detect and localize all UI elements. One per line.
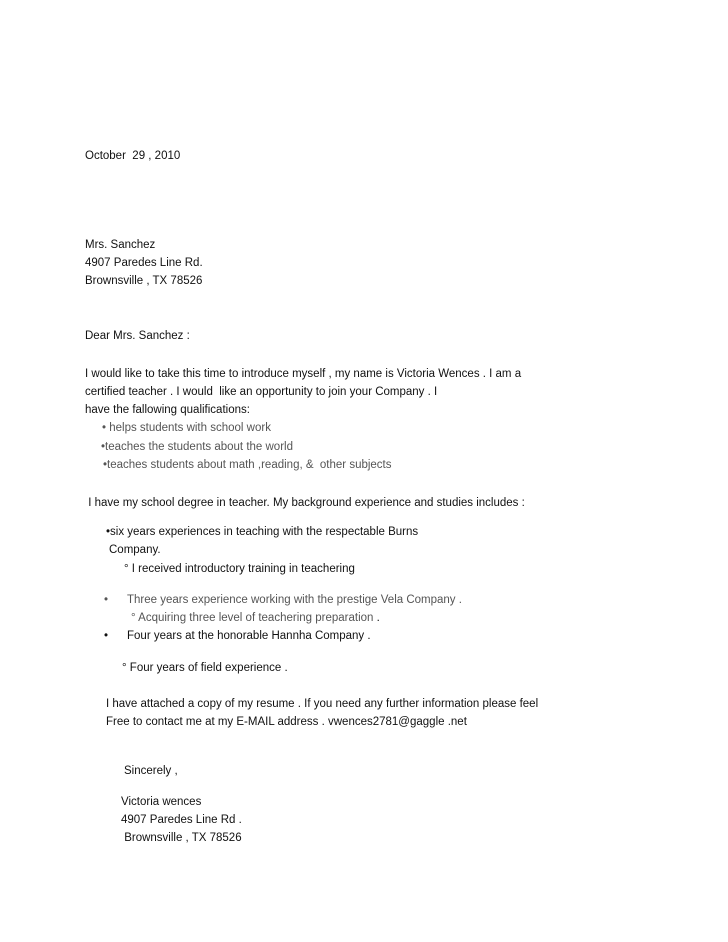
experience-item-1-sub: ° I received introductory training in teachering — [124, 563, 355, 575]
experience-item-2-sub-end: . — [373, 612, 380, 624]
sender-name: Victoria wences — [121, 796, 202, 808]
background-statement: I have my school degree in teacher. My background experience and studies includes : — [85, 497, 525, 509]
qualification-item: •teaches the students about the world — [101, 441, 293, 453]
experience-item-3-bullet: • — [104, 630, 109, 642]
intro-line-1: I would like to take this time to introduce myself , my name is Victoria Wences . I am a — [85, 368, 522, 380]
signoff: Sincerely , — [124, 765, 178, 777]
experience-item-2-sub-text: ° Acquiring three level of teachering preparation — [131, 612, 374, 624]
sender-street: 4907 Paredes Line Rd . — [121, 814, 242, 826]
intro-line-2: certified teacher . I would like an opportunity to join your Company . I — [85, 386, 438, 398]
qualification-item: •teaches students about math ,reading, & other subjects — [103, 459, 392, 471]
salutation: Dear Mrs. Sanchez : — [85, 330, 190, 342]
experience-item-1-line-1: •six years experiences in teaching with the respectable Burns — [106, 526, 419, 538]
experience-item-2-sub — [131, 611, 380, 625]
experience-item-2-bullet: • — [104, 594, 109, 606]
closing-line-1: I have attached a copy of my resume . If you need any further information please feel — [106, 698, 539, 710]
recipient-city: Brownsville , TX 78526 — [85, 275, 203, 287]
experience-item-3-text: Four years at the honorable Hannha Company . — [127, 630, 371, 642]
qualification-item: • helps students with school work — [102, 422, 271, 434]
experience-item-1-line-2: Company. — [109, 544, 161, 556]
experience-item-3-sub: ° Four years of field experience . — [122, 662, 288, 674]
sender-city: Brownsville , TX 78526 — [121, 832, 242, 844]
intro-line-3: have the fallowing qualifications: — [85, 404, 250, 416]
recipient-street: 4907 Paredes Line Rd. — [85, 257, 203, 269]
experience-item-2-text: Three years experience working with the prestige Vela Company . — [127, 594, 462, 606]
closing-line-2: Free to contact me at my E-MAIL address . vwences2781@gaggle .net — [106, 716, 467, 728]
recipient-name: Mrs. Sanchez — [85, 239, 156, 251]
letter-date: October 29 , 2010 — [85, 150, 181, 162]
